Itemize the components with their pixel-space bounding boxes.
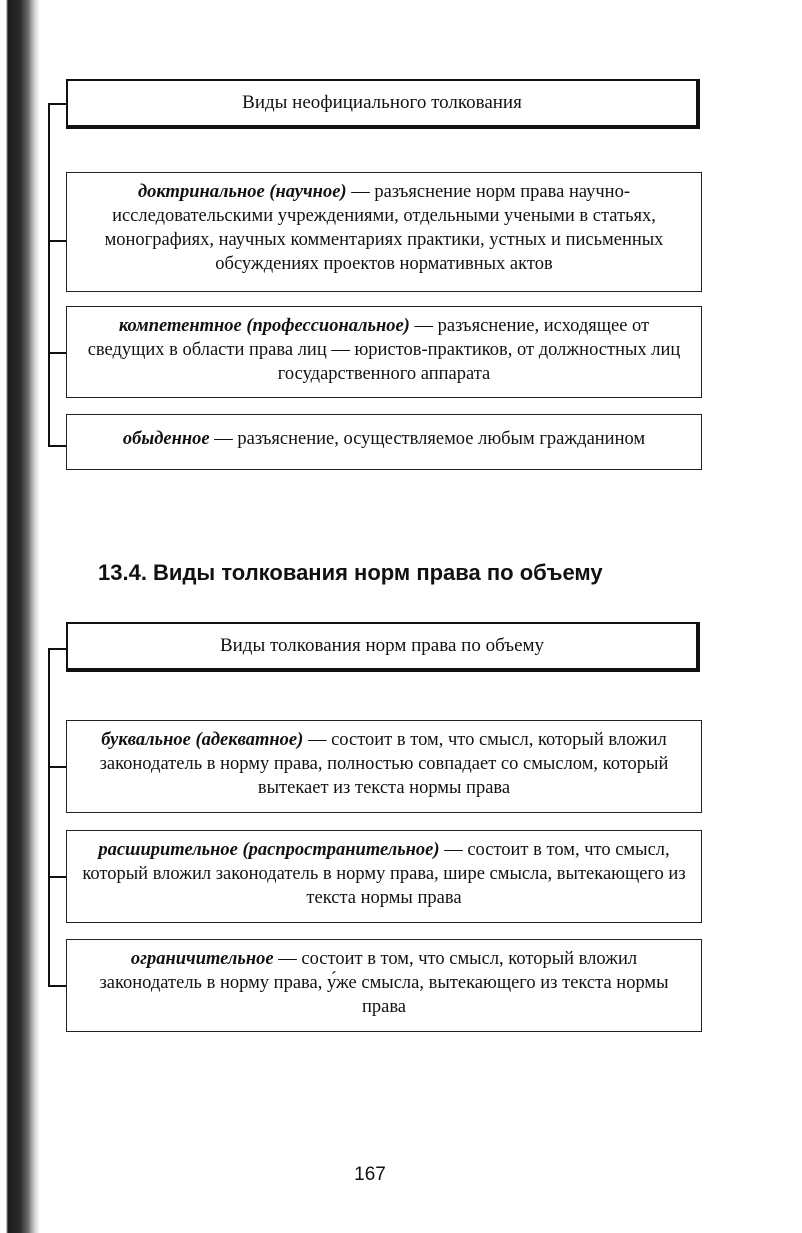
definition-term: ограничительное — [130, 949, 274, 969]
definition-term: компетентное (профессиональное) — [118, 316, 410, 336]
definition-text: — разъяснение норм права научно-исследовательскими учреждениями, отдельными учеными в статьях, монографиях, научных комментариях практики, устных и письменных обсуждениях проектов нормативных актов — [104, 182, 664, 274]
diagram-connector — [48, 445, 66, 447]
diagram-connector — [48, 240, 66, 242]
definition-box-doctrinal — [66, 172, 702, 292]
definition-term: доктринальное (научное) — [138, 182, 347, 202]
definition-text: — состоит в том, что смысл, который вложил законодатель в норму права, шире смысла, вытекающего из текста нормы права — [82, 840, 686, 908]
diagram-connector — [48, 876, 66, 878]
definition-term: расширительное (распространительное) — [98, 840, 440, 860]
definition-box-restrictive — [66, 939, 702, 1032]
diagram-connector — [48, 766, 66, 768]
definition-text: — разъяснение, исходящее от сведущих в области права лиц — юристов-практиков, от должностных лиц государственного аппарата — [87, 316, 681, 384]
diagram-header-text: Виды неофициального толкования — [242, 92, 522, 113]
definition-text: — состоит в том, что смысл, который вложил законодатель в норму права, у́же смысла, вытекающего из текста нормы права — [99, 949, 669, 1017]
definition-term: буквальное (адекватное) — [101, 730, 304, 750]
diagram-connector-vertical — [48, 648, 50, 986]
diagram-header-unofficial — [66, 79, 700, 129]
diagram-connector — [48, 985, 66, 987]
page-number: 167 — [354, 1164, 386, 1185]
definition-box-extensive — [66, 830, 702, 923]
diagram-header-text: Виды толкования норм права по объему — [219, 635, 545, 656]
definition-text: — состоит в том, что смысл, который вложил законодатель в норму права, полностью совпадает со смыслом, который вытекает из текста нормы права — [99, 730, 669, 798]
book-binding-shadow — [0, 0, 40, 1233]
section-heading: 13.4. Виды толкования норм права по объему — [98, 560, 603, 585]
diagram-connector — [48, 352, 66, 354]
definition-box-everyday — [66, 414, 702, 470]
definition-text: — разъяснение, осуществляемое любым гражданином — [209, 429, 646, 449]
diagram-connector — [48, 103, 66, 105]
definition-box-competent — [66, 306, 702, 398]
definition-box-literal — [66, 720, 702, 813]
definition-term: обыденное — [122, 429, 210, 449]
diagram-header-scope — [66, 622, 700, 672]
diagram-connector-vertical — [48, 103, 50, 446]
diagram-connector — [48, 648, 66, 650]
